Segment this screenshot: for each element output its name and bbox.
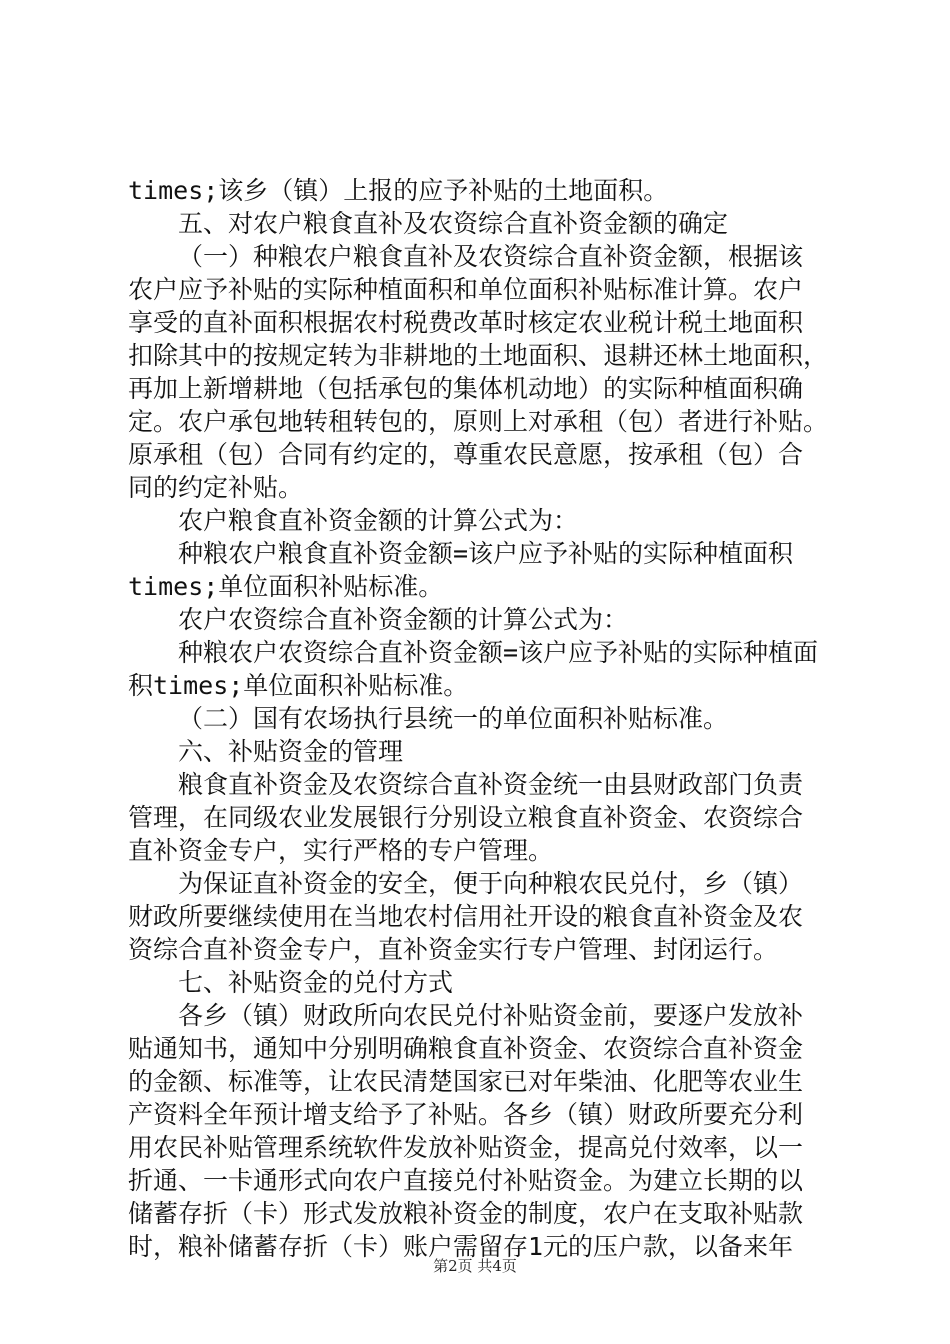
formula-line: 种粮农户粮食直补资金额=该户应予补贴的实际种植面积 bbox=[178, 539, 794, 568]
text-line: 再加上新增耕地（包括承包的集体机动地）的实际种植面积确 bbox=[128, 374, 804, 403]
text-line: 享受的直补面积根据农村税费改革时核定农业税计税土地面积 bbox=[128, 308, 804, 337]
text-line: 储蓄存折（卡）形式发放粮补资金的制度，农户在支取补贴款 bbox=[128, 1199, 804, 1228]
formula-line: 种粮农户农资综合直补资金额=该户应予补贴的实际种植面 bbox=[178, 638, 819, 667]
section-heading-6: 六、补贴资金的管理 bbox=[178, 737, 404, 766]
formula-line: 积times;单位面积补贴标准。 bbox=[128, 671, 469, 700]
text-line: 为保证直补资金的安全，便于向种粮农民兑付，乡（镇） bbox=[178, 869, 804, 898]
text-line: 农户农资综合直补资金额的计算公式为： bbox=[178, 605, 629, 634]
section-heading-7: 七、补贴资金的兑付方式 bbox=[178, 968, 454, 997]
text-line: 财政所要继续使用在当地农村信用社开设的粮食直补资金及农 bbox=[128, 902, 804, 931]
formula-line: times;单位面积补贴标准。 bbox=[128, 572, 444, 601]
text-line: 产资料全年预计增支给予了补贴。各乡（镇）财政所要充分利 bbox=[128, 1100, 804, 1129]
text-line: 贴通知书，通知中分别明确粮食直补资金、农资综合直补资金 bbox=[128, 1034, 804, 1063]
text-line: 直补资金专户，实行严格的专户管理。 bbox=[128, 836, 554, 865]
page-number-footer: 第2页 共4页 bbox=[433, 1257, 517, 1275]
section-heading-5: 五、对农户粮食直补及农资综合直补资金额的确定 bbox=[178, 209, 729, 238]
text-line: （一）种粮农户粮食直补及农资综合直补资金额，根据该 bbox=[178, 242, 804, 271]
text-line: 原承租（包）合同有约定的，尊重农民意愿，按承租（包）合 bbox=[128, 440, 804, 469]
text-line: times;该乡（镇）上报的应予补贴的土地面积。 bbox=[128, 176, 669, 205]
text-line: 折通、一卡通形式向农户直接兑付补贴资金。为建立长期的以 bbox=[128, 1166, 804, 1195]
text-line: 定。农户承包地转租转包的，原则上对承租（包）者进行补贴。 bbox=[128, 407, 829, 436]
text-line: 扣除其中的按规定转为非耕地的土地面积、退耕还林土地面积， bbox=[128, 341, 829, 370]
text-line: 同的约定补贴。 bbox=[128, 473, 304, 502]
text-line: 资综合直补资金专户，直补资金实行专户管理、封闭运行。 bbox=[128, 935, 779, 964]
text-line: 的金额、标准等，让农民清楚国家已对年柴油、化肥等农业生 bbox=[128, 1067, 804, 1096]
text-line: 各乡（镇）财政所向农民兑付补贴资金前，要逐户发放补 bbox=[178, 1001, 804, 1030]
text-line: 管理，在同级农业发展银行分别设立粮食直补资金、农资综合 bbox=[128, 803, 804, 832]
text-line: 时，粮补储蓄存折（卡）账户需留存1元的压户款，以备来年 bbox=[128, 1232, 794, 1261]
text-line: 粮食直补资金及农资综合直补资金统一由县财政部门负责 bbox=[178, 770, 804, 799]
text-line: 农户粮食直补资金额的计算公式为： bbox=[178, 506, 579, 535]
text-line: 用农民补贴管理系统软件发放补贴资金，提高兑付效率，以一 bbox=[128, 1133, 804, 1162]
text-line: （二）国有农场执行县统一的单位面积补贴标准。 bbox=[178, 704, 729, 733]
text-line: 农户应予补贴的实际种植面积和单位面积补贴标准计算。农户 bbox=[128, 275, 804, 304]
